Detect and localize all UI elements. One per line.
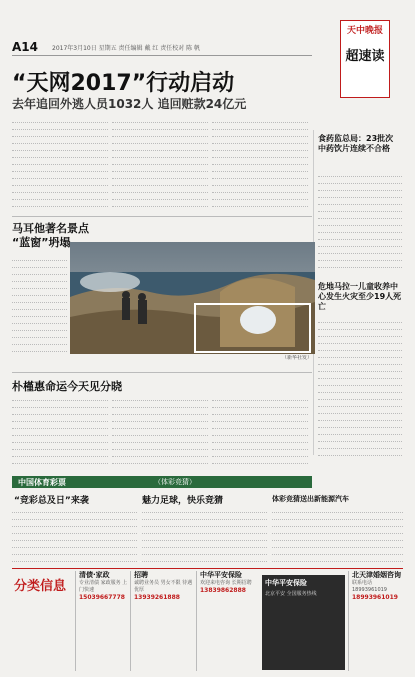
- sports-headline-3: 体彩竞猜送出新能源汽车: [272, 495, 349, 503]
- classified-ad-5: [348, 571, 403, 671]
- sports-lottery-bar: [12, 476, 312, 488]
- photo-credit: （新华社发）: [281, 355, 312, 361]
- classified-ad-5-title: 北天津婚姻咨询: [352, 571, 401, 579]
- classifieds-title: 分类信息: [14, 579, 67, 594]
- classified-ad-2-title: 招聘: [134, 571, 148, 579]
- column-name: 超速读: [345, 49, 385, 64]
- side-brief-2-title: 危地马拉一儿童收养中心发生火灾至少19人死亡: [318, 282, 402, 311]
- classified-ad-3-phone: 13839862888: [200, 587, 246, 594]
- classified-ad-1-phone: 15039667778: [79, 594, 125, 601]
- lead-headline: “天网2017”行动启动: [12, 71, 235, 96]
- classified-ad-3-body: 欢迎来电咨询 长期招聘: [200, 580, 252, 586]
- sports-headline-1: “竞彩总及日”来袭: [14, 496, 89, 506]
- page-meta: 2017年3月10日 星期五 责任编辑 戴 红 责任校对 陈 帆: [52, 45, 201, 52]
- lead-article-col-3: [212, 116, 308, 211]
- page-number: A14: [12, 40, 38, 54]
- korea-article-col-2: [112, 394, 208, 466]
- korea-article-col-1: [12, 394, 108, 466]
- photo-story-title-line-1: 马耳他著名景点: [12, 222, 89, 235]
- sports-lottery-subtitle: （体彩竞猜）: [154, 478, 196, 486]
- side-brief-2-text: [318, 316, 402, 456]
- section-divider: [12, 216, 312, 217]
- classified-ad-1-title: 清债·家政: [79, 571, 110, 579]
- side-brief-1-text: [318, 170, 402, 270]
- classified-ad-2: [130, 571, 195, 671]
- section-divider-2: [12, 372, 312, 373]
- lead-article-col-2: [112, 116, 208, 211]
- sports-article-2: [142, 506, 267, 564]
- classified-ad-4-body: 北京平安 全国服务热线: [265, 591, 317, 597]
- photo-story-title-line-2: “蓝窗”坍塌: [12, 236, 71, 249]
- classified-ad-5-phone: 18993961019: [352, 594, 398, 601]
- classified-ad-4-title: 中华平安保险: [265, 579, 307, 587]
- classified-ad-2-body: 诚聘业务员 男女不限 待遇优厚: [134, 580, 193, 593]
- classified-ad-1: [75, 571, 129, 671]
- classified-ad-3-title: 中华平安保险: [200, 571, 242, 579]
- brand-logo: 天中晚报: [346, 26, 383, 36]
- page-header: [12, 42, 312, 56]
- coast-photo: [70, 242, 315, 354]
- classified-ad-5-body: 联系电话 18993961019: [352, 580, 387, 593]
- side-brief-1-title: 食药监总局：23批次中药饮片连续不合格: [318, 134, 394, 153]
- sports-article-3: [272, 506, 403, 564]
- classified-ad-1-body: 专业清债 家政服务 上门快速: [79, 580, 128, 593]
- classified-ad-2-phone: 13939261888: [134, 594, 180, 601]
- korea-headline: 朴槿惠命运今天见分晓: [12, 380, 122, 393]
- sports-lottery-title: 中国体育彩票: [18, 478, 66, 487]
- column-logo: [340, 20, 390, 98]
- classified-ad-3: [196, 571, 260, 671]
- lead-article-col-1: [12, 116, 108, 211]
- sports-headline-2: 魅力足球，快乐竞猜: [142, 496, 224, 506]
- sports-article-1: [12, 506, 137, 564]
- korea-article-col-3: [212, 394, 308, 466]
- classified-ad-4: [262, 575, 345, 670]
- classifieds-rule: [12, 568, 403, 569]
- lead-subheadline: 去年追回外逃人员1032人 追回赃款24亿元: [12, 97, 247, 111]
- photo-story-caption: [12, 254, 67, 354]
